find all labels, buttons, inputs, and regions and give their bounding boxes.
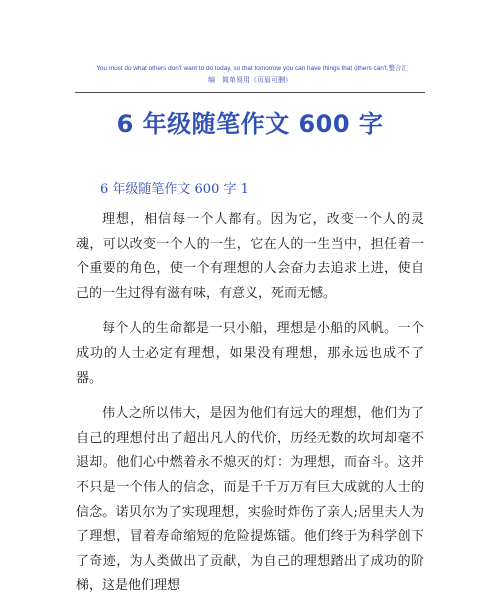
paragraph: 伟人之所以伟大，是因为他们有远大的理想，他们为了自己的理想付出了超出凡人的代价，历经无数的坎坷却毫不退却。他们心中燃着永不熄灭的灯：为理想，而奋斗。这并不只是一个伟人的信念，而是千千万万有巨大成就的人士的信念。诺贝尔为了实现理想，实验时炸伤了亲人;居里夫人为了理想，冒着寿命缩短的危险提炼镭。他们终于为科学创下了奇迹，为人类做出了贡献，为自己的理想踏出了成功的阶梯，这是他们理想 [76, 406, 424, 594]
header-divider [75, 92, 425, 93]
header-motto: You must do what others don't want to do today, so that tomorrow you can have things that others can't.整合汇 [96, 65, 408, 72]
document-body [76, 208, 424, 610]
header-note: 编 简单易用（页眉可删） [208, 76, 292, 84]
paragraph: 每个人的生命都是一只小船，理想是小船的风帆。一个成功的人士必定有理想，如果没有理想，那永远也成不了器。 [76, 321, 424, 386]
paragraph: 理想，相信每一个人都有。因为它，改变一个人的灵魂，可以改变一个人的一生，它在人的一生当中，担任着一个重要的角色，使一个有理想的人会奋力去追求上进，使自己的一生过得有滋有味，有意义，死而无憾。 [76, 212, 424, 301]
document-title: 6 年级随笔作文 600 字 [116, 110, 384, 138]
section-heading: 6 年级随笔作文 600 字 1 [100, 182, 249, 197]
page-header [0, 0, 500, 96]
